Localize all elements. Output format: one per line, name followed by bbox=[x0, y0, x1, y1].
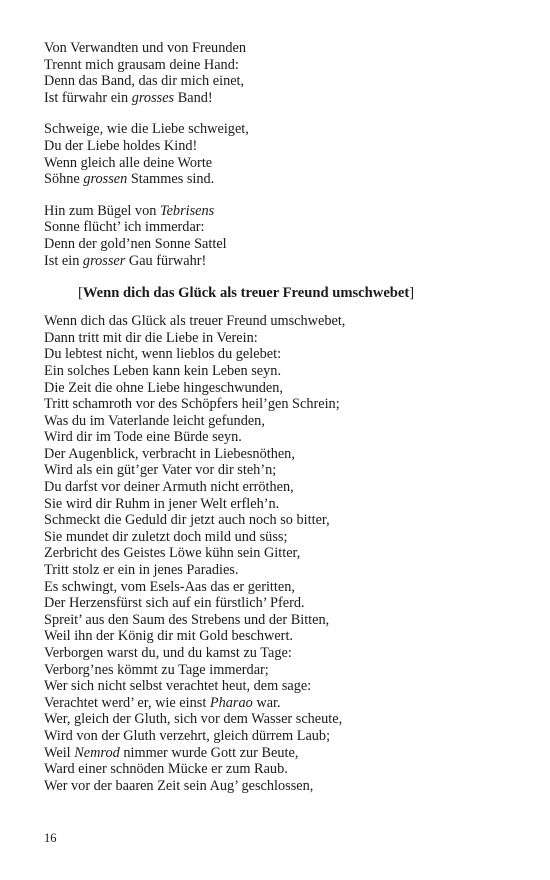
verse-line bbox=[44, 203, 514, 220]
line-text: Wer, gleich der Gluth, sich vor dem Wasser scheute, bbox=[44, 711, 343, 728]
verse-line bbox=[44, 645, 514, 662]
line-text: Du lebtest nicht, wenn lieblos du gelebet: bbox=[44, 346, 282, 363]
line-text: Schweige, wie die Liebe schweiget, bbox=[44, 121, 249, 138]
verse-line bbox=[44, 121, 514, 138]
line-text: Du darfst vor deiner Armuth nicht erröthen, bbox=[44, 479, 294, 496]
line-text: war. bbox=[252, 694, 281, 711]
italic-word: Nemrod bbox=[74, 744, 120, 761]
verse-line bbox=[44, 761, 514, 778]
verse-line bbox=[44, 479, 514, 496]
verse-line bbox=[44, 728, 514, 745]
verse-line bbox=[44, 219, 514, 236]
line-text: Hin zum Bügel von bbox=[44, 202, 160, 219]
line-text: Es schwingt, vom Esels-Aas das er geritten, bbox=[44, 578, 295, 595]
line-text: Von Verwandten und von Freunden bbox=[44, 40, 246, 56]
verse-line bbox=[44, 138, 514, 155]
verse-line bbox=[44, 57, 514, 74]
line-text: Du der Liebe holdes Kind! bbox=[44, 137, 198, 154]
line-text: Was du im Vaterlande leicht gefunden, bbox=[44, 412, 265, 429]
line-text: Zerbricht des Geistes Löwe kühn sein Gitter, bbox=[44, 545, 301, 562]
line-text: Sie mundet dir zuletzt doch mild und süss; bbox=[44, 528, 288, 545]
verse-line bbox=[44, 446, 514, 463]
italic-word: grosser bbox=[82, 252, 126, 269]
line-text: nimmer wurde Gott zur Beute, bbox=[119, 744, 299, 761]
stanza bbox=[44, 203, 514, 269]
line-text: Verborgen warst du, und du kamst zu Tage: bbox=[44, 645, 292, 661]
italic-word: grosses bbox=[131, 89, 175, 106]
line-text: Wird dir im Tode eine Bürde seyn. bbox=[44, 429, 242, 446]
verse-line bbox=[44, 171, 514, 188]
verse-line bbox=[44, 562, 514, 579]
line-text: Wird als ein güt’ger Vater vor dir steh’n; bbox=[44, 462, 277, 479]
line-text: Die Zeit die ohne Liebe hingeschwunden, bbox=[44, 379, 283, 396]
line-text: Sie wird dir Ruhm in jener Welt erfleh’n. bbox=[44, 495, 280, 512]
line-text: Verborg’nes kömmt zu Tage immerdar; bbox=[44, 661, 269, 678]
page-body bbox=[44, 40, 514, 794]
line-text: Söhne bbox=[44, 171, 84, 188]
verse-line bbox=[44, 695, 514, 712]
verse-line bbox=[44, 579, 514, 596]
verse-line bbox=[44, 330, 514, 347]
verse-line bbox=[44, 363, 514, 380]
line-text: Der Herzensfürst sich auf ein fürstlich’ Pferd. bbox=[44, 595, 305, 612]
line-text: Ein solches Leben kann kein Leben seyn. bbox=[44, 362, 282, 379]
line-text: Wird von der Gluth verzehrt, gleich dürrem Laub; bbox=[44, 727, 331, 744]
line-text: Dann tritt mit dir die Liebe in Verein: bbox=[44, 329, 258, 346]
opening-stanzas bbox=[44, 40, 514, 269]
verse-line bbox=[44, 462, 514, 479]
verse-line bbox=[44, 529, 514, 546]
line-text: Ist fürwahr ein bbox=[44, 89, 132, 106]
line-text: Wer vor der baaren Zeit sein Aug’ geschlossen, bbox=[44, 777, 314, 794]
line-text: Tritt stolz er ein in jenes Paradies. bbox=[44, 562, 239, 579]
verse-line bbox=[44, 662, 514, 679]
line-text: Spreit’ aus den Saum des Strebens und der Bitten, bbox=[44, 611, 330, 628]
page-number: 16 bbox=[44, 831, 57, 845]
verse-line bbox=[44, 155, 514, 172]
line-text: Weil bbox=[44, 744, 75, 761]
italic-word: grossen bbox=[83, 171, 128, 188]
line-text: Schmeckt die Geduld dir jetzt auch noch so bitter, bbox=[44, 512, 330, 529]
verse-line bbox=[44, 236, 514, 253]
line-text: Der Augenblick, verbracht in Liebesnöthen, bbox=[44, 445, 295, 462]
verse-line bbox=[44, 678, 514, 695]
stanza bbox=[44, 40, 514, 106]
line-text: Wer sich nicht selbst verachtet heut, dem sage: bbox=[44, 678, 312, 695]
italic-word: Pharao bbox=[209, 694, 253, 711]
verse-line bbox=[44, 745, 514, 762]
verse-line bbox=[44, 40, 514, 57]
verse-line bbox=[44, 253, 514, 270]
verse-line bbox=[44, 429, 514, 446]
line-text: Ist ein bbox=[44, 252, 83, 269]
verse-line bbox=[44, 711, 514, 728]
line-text: Verachtet werd’ er, wie einst bbox=[44, 694, 210, 711]
verse-line bbox=[44, 73, 514, 90]
heading-title: Wenn dich das Glück als treuer Freund umschwebet bbox=[82, 285, 410, 302]
verse-line bbox=[44, 413, 514, 430]
line-text: Trennt mich grausam deine Hand: bbox=[44, 56, 239, 73]
line-text: Tritt schamroth vor des Schöpfers heil’gen Schrein; bbox=[44, 396, 340, 413]
verse-line bbox=[44, 380, 514, 397]
heading-open-bracket: [ bbox=[78, 285, 83, 302]
poem-body bbox=[44, 313, 514, 794]
heading-close-bracket: ] bbox=[409, 285, 415, 302]
poem-heading bbox=[78, 284, 514, 302]
line-text: Sonne flücht’ ich immerdar: bbox=[44, 219, 205, 236]
line-text: Wenn gleich alle deine Worte bbox=[44, 154, 213, 171]
verse-line bbox=[44, 496, 514, 513]
verse-line bbox=[44, 612, 514, 629]
verse-line bbox=[44, 595, 514, 612]
italic-word: Tebrisens bbox=[159, 202, 215, 219]
line-text: Ward einer schnöden Mücke er zum Raub. bbox=[44, 761, 288, 778]
verse-line bbox=[44, 346, 514, 363]
verse-line bbox=[44, 628, 514, 645]
verse-line bbox=[44, 90, 514, 107]
line-text: Gau fürwahr! bbox=[125, 252, 207, 269]
line-text: Denn das Band, das dir mich einet, bbox=[44, 73, 245, 90]
line-text: Stammes sind. bbox=[127, 171, 215, 188]
line-text: Band! bbox=[174, 89, 213, 106]
verse-line bbox=[44, 512, 514, 529]
stanza bbox=[44, 121, 514, 187]
verse-line bbox=[44, 396, 514, 413]
verse-line bbox=[44, 778, 514, 795]
line-text: Weil ihn der König dir mit Gold beschwert. bbox=[44, 628, 293, 645]
line-text: Denn der gold’nen Sonne Sattel bbox=[44, 235, 227, 252]
verse-line bbox=[44, 545, 514, 562]
line-text: Wenn dich das Glück als treuer Freund umschwebet, bbox=[44, 313, 346, 330]
verse-line bbox=[44, 313, 514, 330]
